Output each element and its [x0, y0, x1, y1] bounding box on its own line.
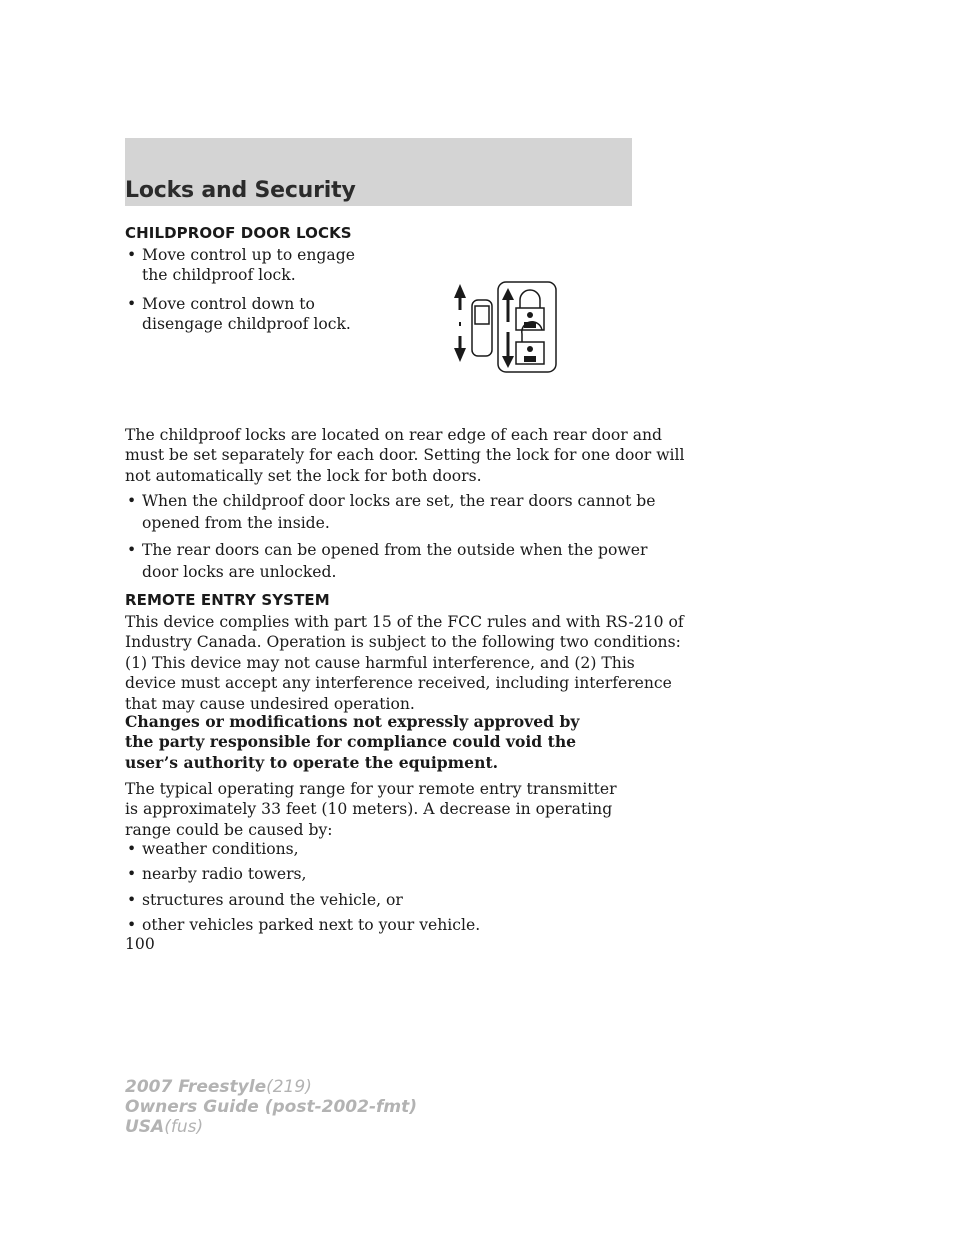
childproof-lock-illustration — [446, 278, 560, 376]
list-item: • When the childproof door locks are set, the rear doors cannot be opened from the inside. — [125, 490, 685, 534]
footer-guide-type: Owners Guide (post-2002-fmt) — [125, 1097, 418, 1117]
remote-entry-heading: REMOTE ENTRY SYSTEM — [125, 591, 330, 609]
list-item: • The rear doors can be opened from the outside when the power door locks are unlocked. — [125, 539, 685, 583]
list-item: • other vehicles parked next to your vehicle. — [125, 915, 685, 935]
list-item: • weather conditions, — [125, 839, 685, 859]
childproof-heading: CHILDPROOF DOOR LOCKS — [125, 224, 352, 242]
childproof-paragraph: The childproof locks are located on rear edge of each rear door and must be set separately for each door. Setting the lock for one door will not automatically set the lock for both doors. — [125, 426, 685, 485]
operating-range-paragraph: The typical operating range for your remote entry transmitter is approximately 33 feet (10 meters). A decrease in operating range could be caused by: — [125, 780, 617, 839]
fcc-paragraph: This device complies with part 15 of the FCC rules and with RS-210 of Industry Canada. Operation is subject to the following two conditions: (1) This device may not cause harmful interference, and (2) This device must accept any interference received, including interference that may cause undesired operation. — [125, 613, 684, 713]
document-footer — [125, 1077, 417, 1137]
childproof-bullets-2 — [125, 490, 685, 583]
footer-market: USA — [125, 1117, 165, 1137]
page-number: 100 — [125, 935, 155, 953]
list-item: • Move control up to engage the childproof lock. — [125, 245, 385, 286]
list-item: • structures around the vehicle, or — [125, 890, 685, 910]
modification-warning: Changes or modifications not expressly approved by the party responsible for compliance could void the user’s authority to operate the equipment. — [125, 712, 580, 772]
footer-model: 2007 Freestyle — [125, 1077, 267, 1097]
section-title: Locks and Security — [125, 178, 356, 203]
footer-market-code: (fus) — [164, 1117, 204, 1137]
childproof-bullets — [125, 245, 385, 335]
list-item: • Move control down to disengage childproof lock. — [125, 294, 385, 335]
list-item: • nearby radio towers, — [125, 864, 685, 884]
footer-model-code: (219) — [266, 1077, 312, 1097]
range-causes-list — [125, 839, 685, 936]
